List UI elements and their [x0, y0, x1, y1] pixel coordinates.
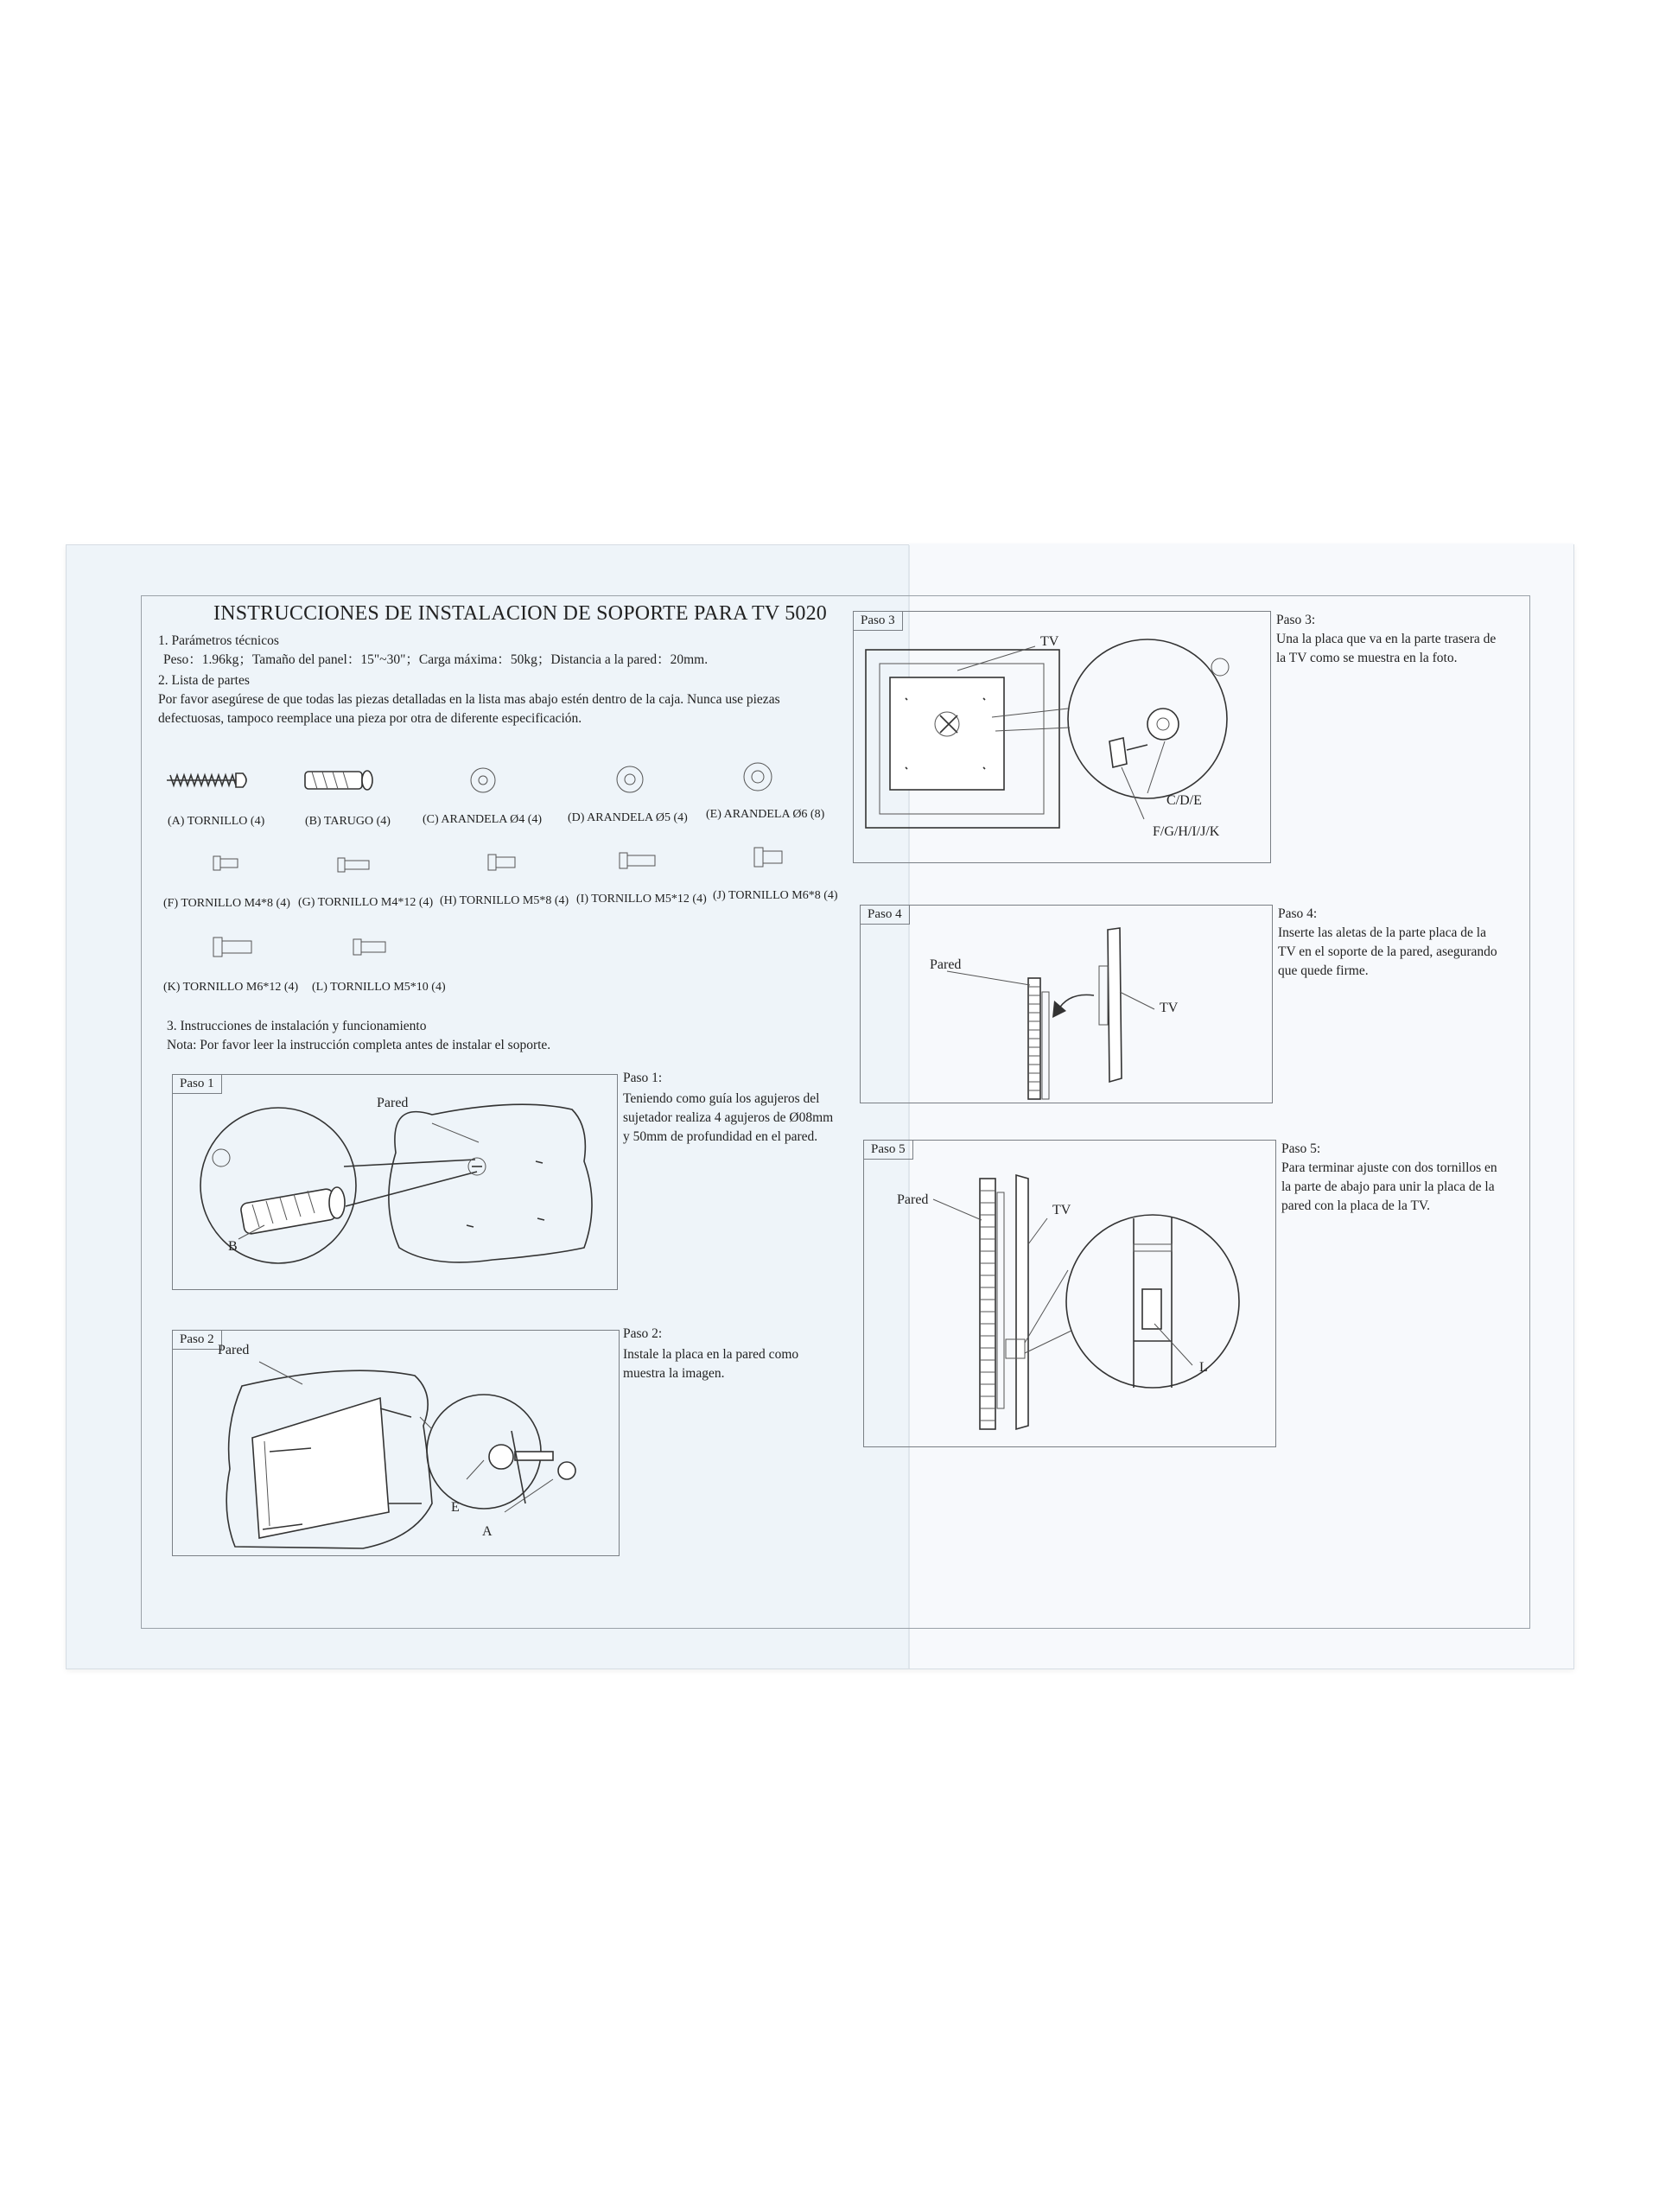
- paso4-line3: que quede firme.: [1278, 963, 1369, 978]
- anchor-b-icon: [305, 771, 372, 790]
- paso2-label-e: E: [451, 1500, 460, 1515]
- part-label-a: (A) TORNILLO (4): [168, 815, 265, 828]
- paso2-line1: Instale la placa en la pared como: [623, 1347, 799, 1362]
- part-label-h: (H) TORNILLO M5*8 (4): [440, 894, 569, 907]
- paso3-title: Paso 3:: [1276, 613, 1316, 627]
- paso3-label-cde: C/D/E: [1166, 793, 1202, 808]
- paso1-title: Paso 1:: [623, 1071, 663, 1085]
- paso5-label-l: L: [1199, 1360, 1208, 1375]
- paso5-line3: pared con la placa de la TV.: [1281, 1198, 1431, 1213]
- paso4-line1: Inserte las aletas de la parte placa de la: [1278, 925, 1486, 940]
- paso5-line2: la parte de abajo para unir la placa de la: [1281, 1179, 1495, 1194]
- paso4-label-tv: TV: [1160, 1001, 1179, 1015]
- install-note: Nota: Por favor leer la instrucción completa antes de instalar el soporte.: [167, 1038, 551, 1052]
- paso2-label-pared: Pared: [218, 1343, 250, 1357]
- paso2-label-a: A: [482, 1524, 493, 1539]
- paso3-line2: la TV como se muestra en la foto.: [1276, 651, 1458, 665]
- paso5-figure: [863, 1140, 1276, 1447]
- paso4-figure: [860, 905, 1273, 1103]
- instruction-sheet: [66, 544, 1574, 1669]
- washer-e-icon: [744, 763, 772, 791]
- bolt-f-icon: [213, 856, 238, 870]
- screw-a-icon: [167, 773, 246, 787]
- paso4-title: Paso 4:: [1278, 906, 1318, 921]
- paso5-label-pared: Pared: [897, 1192, 929, 1207]
- bolt-k-icon: [213, 938, 251, 957]
- page-title: INSTRUCCIONES DE INSTALACION DE SOPORTE PARA TV 5020: [213, 602, 827, 625]
- paso1-line3: y 50mm de profundidad en el pared.: [623, 1129, 818, 1144]
- paso2-drawing: [173, 1331, 619, 1555]
- paso2-line2: muestra la imagen.: [623, 1366, 725, 1381]
- paso1-line1: Teniendo como guía los agujeros del: [623, 1091, 820, 1106]
- bolt-h-icon: [488, 855, 515, 870]
- paso4-tag: Paso 4: [861, 906, 910, 925]
- washer-c-icon: [471, 768, 495, 792]
- part-label-j: (J) TORNILLO M6*8 (4): [713, 889, 838, 902]
- section1-heading: 1. Parámetros técnicos: [158, 633, 279, 648]
- part-label-b: (B) TARUGO (4): [305, 815, 391, 828]
- paso1-label-b: B: [228, 1239, 238, 1254]
- paso4-label-pared: Pared: [930, 957, 962, 972]
- section3-heading: 3. Instrucciones de instalación y funcionamiento: [167, 1019, 427, 1033]
- specs-text: Peso：1.96kg；Tamaño del panel：15"~30"；Carga máxima：50kg；Distancia a la pared：20mm.: [163, 652, 709, 667]
- paso2-figure: [172, 1330, 620, 1556]
- part-label-g: (G) TORNILLO M4*12 (4): [298, 896, 434, 909]
- paso5-line1: Para terminar ajuste con dos tornillos en: [1281, 1160, 1497, 1175]
- part-label-e: (E) ARANDELA Ø6 (8): [706, 808, 825, 821]
- paso3-line1: Una la placa que va en la parte trasera de: [1276, 632, 1497, 646]
- paso1-tag: Paso 1: [173, 1075, 222, 1094]
- bolt-g-icon: [338, 858, 369, 872]
- part-label-i: (I) TORNILLO M5*12 (4): [576, 893, 707, 906]
- paso2-tag: Paso 2: [173, 1331, 222, 1350]
- paso5-tag: Paso 5: [864, 1141, 913, 1160]
- bolt-l-icon: [353, 939, 385, 955]
- part-label-d: (D) ARANDELA Ø5 (4): [568, 811, 688, 824]
- bolt-i-icon: [620, 853, 655, 868]
- part-label-f: (F) TORNILLO M4*8 (4): [163, 897, 290, 910]
- part-label-l: (L) TORNILLO M5*10 (4): [312, 981, 446, 994]
- paso5-drawing: [864, 1141, 1275, 1446]
- paso4-drawing: [861, 906, 1272, 1103]
- paso3-label-fk: F/G/H/I/J/K: [1153, 824, 1220, 839]
- paso3-label-tv: TV: [1040, 634, 1059, 649]
- paso2-title: Paso 2:: [623, 1326, 663, 1341]
- washer-d-icon: [617, 766, 643, 792]
- part-label-c: (C) ARANDELA Ø4 (4): [423, 813, 543, 826]
- paso5-label-tv: TV: [1052, 1203, 1071, 1217]
- paso4-line2: TV en el soporte de la pared, asegurando: [1278, 944, 1497, 959]
- paso1-line2: sujetador realiza 4 agujeros de Ø08mm: [623, 1110, 834, 1125]
- section2-heading: 2. Lista de partes: [158, 673, 250, 688]
- parts-intro-line2: defectuosas, tampoco reemplace una pieza por otra de diferente especificación.: [158, 711, 582, 726]
- bolt-j-icon: [754, 848, 782, 867]
- part-label-k: (K) TORNILLO M6*12 (4): [163, 981, 299, 994]
- parts-intro-line1: Por favor asegúrese de que todas las piezas detalladas en la lista mas abajo estén dentro de la caja. Nunca use piezas: [158, 692, 780, 707]
- paso1-label-pared: Pared: [377, 1096, 409, 1110]
- paso1-figure: [172, 1074, 618, 1290]
- paso5-title: Paso 5:: [1281, 1141, 1321, 1156]
- paso3-figure: [853, 611, 1271, 863]
- paso3-tag: Paso 3: [854, 612, 903, 631]
